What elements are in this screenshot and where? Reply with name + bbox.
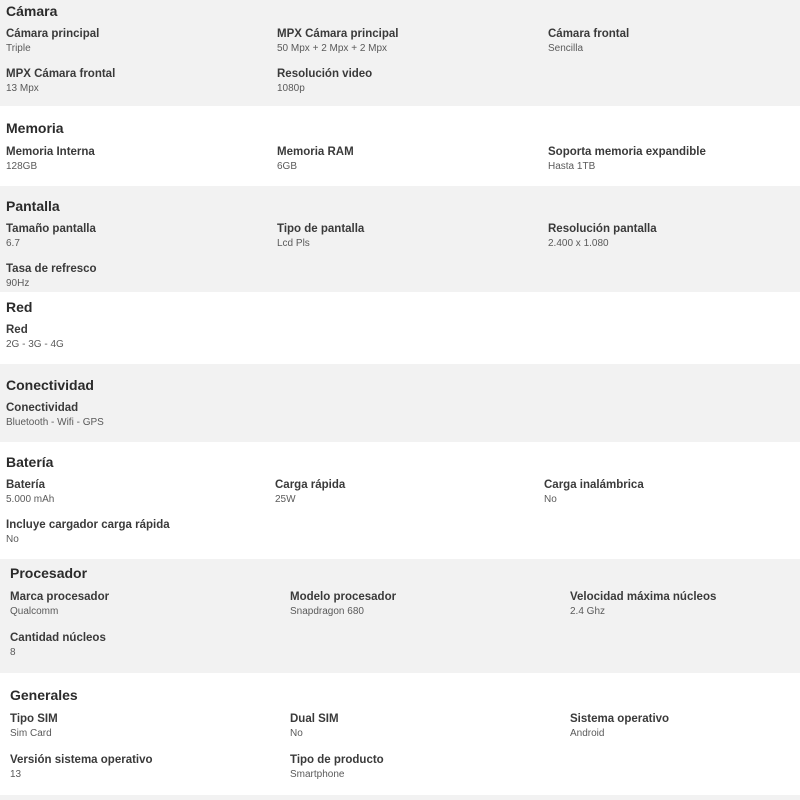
section-memoria xyxy=(0,106,800,186)
spec-value: 13 Mpx xyxy=(6,83,39,94)
spec-item xyxy=(290,753,384,781)
spec-item xyxy=(10,631,106,659)
spec-label: Red xyxy=(6,324,28,336)
spec-label: Tipo de pantalla xyxy=(277,223,365,235)
spec-label: Incluye cargador carga rápida xyxy=(6,519,170,531)
spec-value: Qualcomm xyxy=(10,606,59,617)
section-title: Red xyxy=(6,299,33,315)
section-conectividad xyxy=(0,364,800,442)
spec-value: Lcd Pls xyxy=(277,238,310,249)
spec-item xyxy=(6,222,96,250)
spec-item xyxy=(6,478,54,506)
spec-value: 5.000 mAh xyxy=(6,494,55,505)
spec-label: Cámara principal xyxy=(6,28,100,40)
spec-value: No xyxy=(6,534,19,545)
spec-item xyxy=(6,27,99,55)
spec-label: Carga rápida xyxy=(275,479,346,491)
spec-label: MPX Cámara principal xyxy=(277,28,399,40)
spec-item xyxy=(6,262,97,290)
section-title: Memoria xyxy=(6,120,64,136)
spec-label: Tamaño pantalla xyxy=(6,223,96,235)
section-generales xyxy=(0,673,800,795)
spec-item xyxy=(277,222,364,250)
spec-value: 25W xyxy=(275,494,296,505)
spec-value: 6GB xyxy=(277,161,298,172)
spec-label: Cantidad núcleos xyxy=(10,632,106,644)
spec-label: Conectividad xyxy=(6,402,79,414)
spec-value: Triple xyxy=(6,43,31,54)
section-title: Pantalla xyxy=(6,198,60,214)
spec-value: 13 xyxy=(10,769,22,780)
spec-value: 90Hz xyxy=(6,278,30,289)
spec-value: 8 xyxy=(10,647,16,658)
spec-label: Sistema operativo xyxy=(570,713,670,725)
spec-label: Velocidad máxima núcleos xyxy=(570,591,717,603)
section-title: Cámara xyxy=(6,3,58,19)
spec-item xyxy=(277,27,398,55)
spec-value: 6.7 xyxy=(6,238,20,249)
spec-item xyxy=(6,323,64,351)
spec-value: Sim Card xyxy=(10,728,52,739)
spec-value: 50 Mpx + 2 Mpx + 2 Mpx xyxy=(277,43,388,54)
spec-item xyxy=(6,67,115,95)
spec-label: Tasa de refresco xyxy=(6,263,97,275)
spec-item xyxy=(6,145,95,173)
section-bateria xyxy=(0,442,800,559)
spec-item xyxy=(10,712,58,740)
bottom-strip xyxy=(0,795,800,800)
spec-label: Versión sistema operativo xyxy=(10,754,153,766)
section-pantalla xyxy=(0,186,800,292)
spec-value: Bluetooth - Wifi - GPS xyxy=(6,417,104,428)
spec-label: Batería xyxy=(6,479,45,491)
spec-item xyxy=(570,712,669,740)
section-title: Procesador xyxy=(10,565,88,581)
spec-value: 1080p xyxy=(277,83,305,94)
spec-value: Hasta 1TB xyxy=(548,161,596,172)
spec-value: 2G - 3G - 4G xyxy=(6,339,64,350)
spec-label: Carga inalámbrica xyxy=(544,479,644,491)
spec-item xyxy=(548,222,657,250)
section-title: Generales xyxy=(10,687,78,703)
spec-item xyxy=(548,145,706,173)
spec-value: No xyxy=(290,728,303,739)
spec-value: Smartphone xyxy=(290,769,345,780)
section-camara xyxy=(0,0,800,106)
section-title: Conectividad xyxy=(6,377,94,393)
section-title: Batería xyxy=(6,454,54,470)
spec-value: Android xyxy=(570,728,605,739)
spec-label: Marca procesador xyxy=(10,591,110,603)
spec-item xyxy=(544,478,644,506)
spec-label: Soporta memoria expandible xyxy=(548,146,706,158)
spec-label: Tipo de producto xyxy=(290,754,384,766)
spec-item xyxy=(6,518,170,546)
spec-label: MPX Cámara frontal xyxy=(6,68,116,80)
spec-item xyxy=(570,590,716,618)
spec-item xyxy=(6,401,104,429)
spec-item xyxy=(290,590,396,618)
spec-label: Dual SIM xyxy=(290,713,339,725)
section-procesador xyxy=(0,559,800,673)
spec-item xyxy=(277,67,372,95)
spec-value: Sencilla xyxy=(548,43,584,54)
spec-item xyxy=(275,478,345,506)
spec-value: 2.400 x 1.080 xyxy=(548,238,609,249)
spec-label: Memoria RAM xyxy=(277,146,354,158)
spec-label: Cámara frontal xyxy=(548,28,630,40)
spec-value: Snapdragon 680 xyxy=(290,606,364,617)
spec-label: Memoria Interna xyxy=(6,146,95,158)
spec-item xyxy=(10,753,153,781)
spec-label: Tipo SIM xyxy=(10,713,58,725)
spec-label: Resolución video xyxy=(277,68,373,80)
spec-value: No xyxy=(544,494,557,505)
spec-item xyxy=(290,712,339,740)
section-red xyxy=(0,292,800,364)
spec-item xyxy=(548,27,629,55)
spec-label: Resolución pantalla xyxy=(548,223,657,235)
spec-value: 128GB xyxy=(6,161,38,172)
spec-value: 2.4 Ghz xyxy=(570,606,606,617)
spec-label: Modelo procesador xyxy=(290,591,397,603)
spec-item xyxy=(10,590,109,618)
spec-item xyxy=(277,145,354,173)
